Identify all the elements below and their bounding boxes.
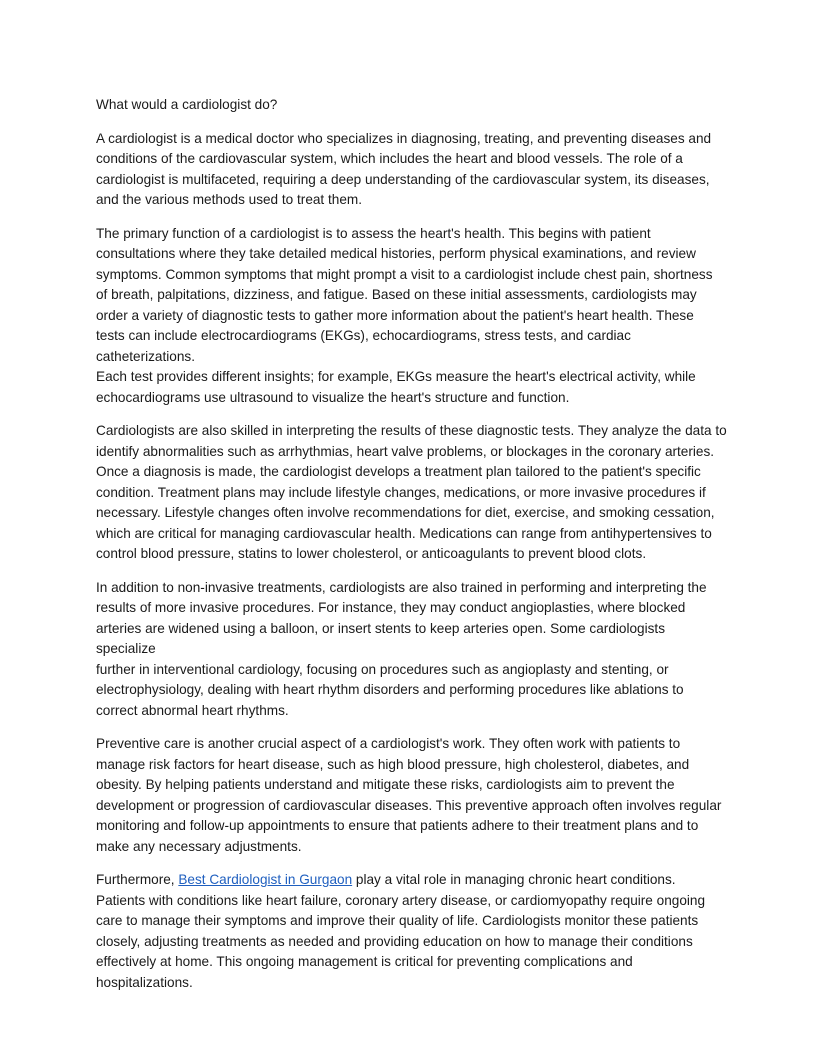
paragraph-invasive-procedures: In addition to non-invasive treatments, cardiologists are also trained in performing and interpreting the results of more invasive procedures. For instance, they may conduct angioplasties, where blocked arteries are widened using a balloon, or insert stents to keep arteries open. Some cardiologists specialize further in interventional cardiology, focusing on procedures such as angioplasty and stenting, or electrophysiology, dealing with heart rhythm disorders and performing procedures like ablations to correct abnormal heart rhythms. (96, 579, 707, 718)
paragraph-preventive-care: Preventive care is another crucial aspect of a cardiologist's work. They often work with patients to manage risk factors for heart disease, such as high blood pressure, high cholesterol, diabetes, and obesity. By helping patients understand and mitigate these risks, cardiologists aim to prevent the development or progression of cardiovascular diseases. This preventive approach often involves regular monitoring and follow-up appointments to ensure that patients adhere to their treatment plans and to make any necessary adjustments. (96, 736, 722, 854)
paragraph-chronic-care-lead: Furthermore, (96, 872, 179, 887)
paragraph-chronic-care (96, 870, 728, 993)
paragraph-chronic-care-rest: play a vital role in managing chronic heart conditions. Patients with conditions like heart failure, coronary artery disease, or cardiomyopathy require ongoing care to manage their symptoms and improve their quality of life. Cardiologists monitor these patients closely, adjusting treatments as needed and providing education on how to manage their conditions effectively at home. This ongoing management is critical for preventing complications and hospitalizations. (96, 872, 706, 990)
best-cardiologist-link[interactable]: Best Cardiologist in Gurgaon (178, 872, 353, 887)
document-page (96, 95, 728, 1006)
paragraph-primary-function: The primary function of a cardiologist is to assess the heart's health. This begins with patient consultations where they take detailed medical histories, perform physical examinations, and review symptoms. Common symptoms that might prompt a visit to a cardiologist include chest pain, shortness of breath, palpitations, dizziness, and fatigue. Based on these initial assessments, cardiologists may order a variety of diagnostic tests to gather more information about the patient's heart health. These tests can include electrocardiograms (EKGs), echocardiograms, stress tests, and cardiac catheterizations. Each test provides different insights; for example, EKGs measure the heart's electrical activity, while echocardiograms use ultrasound to visualize the heart's structure and function. (96, 225, 713, 405)
paragraph-intro: A cardiologist is a medical doctor who specializes in diagnosing, treating, and preventing diseases and conditions of the cardiovascular system, which includes the heart and blood vessels. The role of a cardiologist is multifaceted, requiring a deep understanding of the cardiovascular system, its diseases, and the various methods used to treat them. (96, 130, 712, 207)
paragraph-diagnostics: Cardiologists are also skilled in interpreting the results of these diagnostic tests. They analyze the data to identify abnormalities such as arrhythmias, heart valve problems, or blockages in the coronary arteries. Once a diagnosis is made, the cardiologist develops a treatment plan tailored to the patient's specific condition. Treatment plans may include lifestyle changes, medications, or more invasive procedures if necessary. Lifestyle changes often involve recommendations for diet, exercise, and smoking cessation, which are critical for managing cardiovascular health. Medications can range from antihypertensives to control blood pressure, statins to lower cholesterol, or anticoagulants to prevent blood clots. (96, 423, 727, 561)
document-title: What would a cardiologist do? (96, 97, 278, 112)
